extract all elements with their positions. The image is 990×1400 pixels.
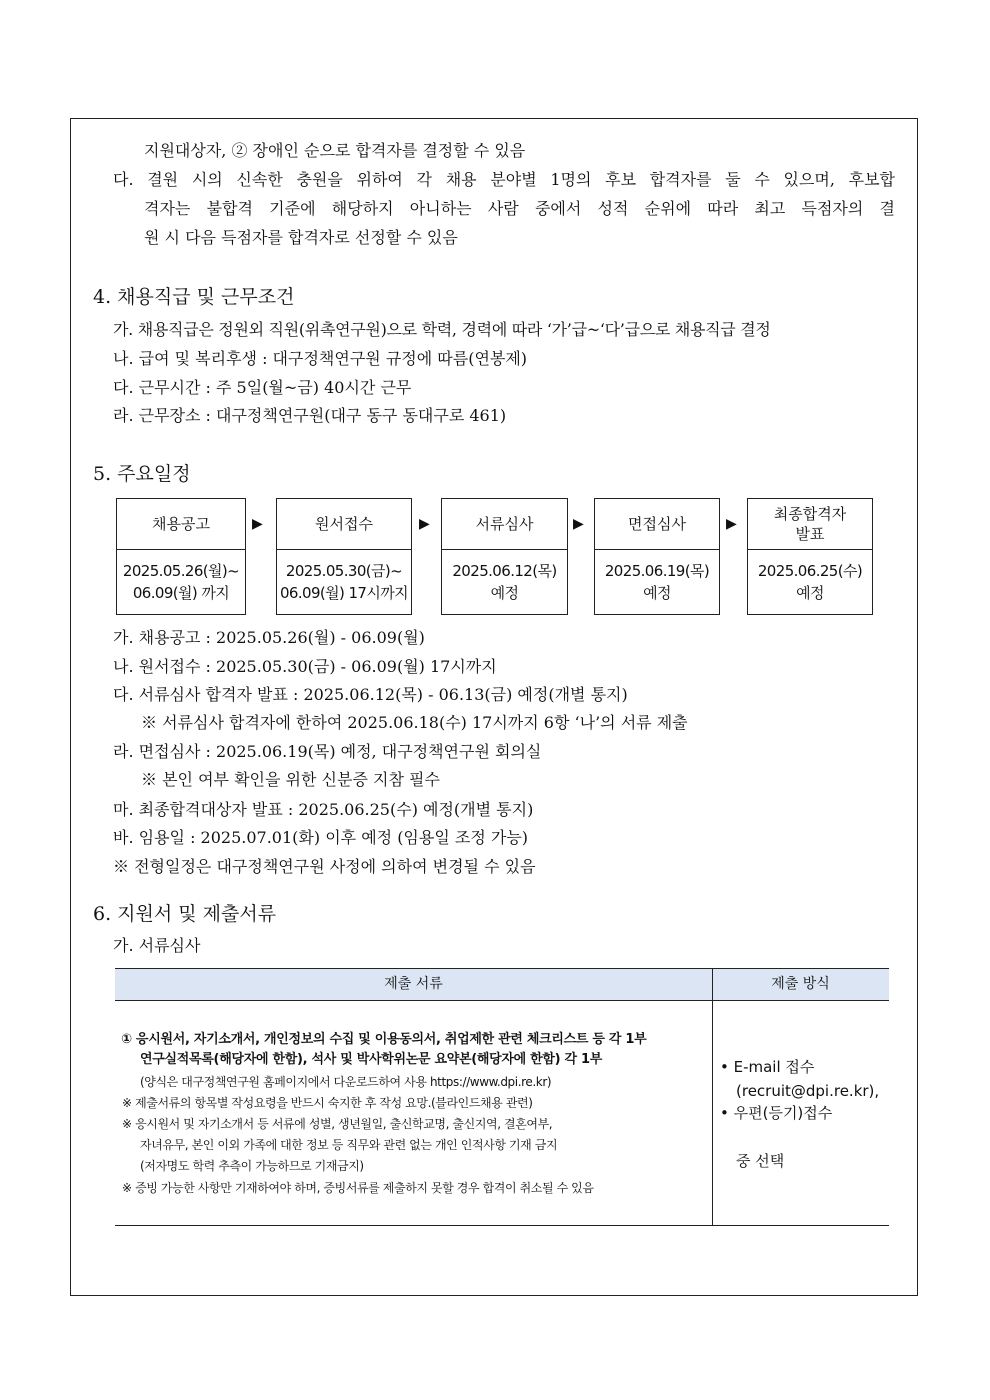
section5-note: ※ 서류심사 합격자에 한하여 2025.06.18(수) 17시까지 6항 ‘나’의 서류 제출 — [141, 713, 688, 732]
section5-item: 마. 최종합격대상자 발표 : 2025.06.25(수) 예정(개별 통지) — [113, 800, 534, 819]
step-name: 원서접수 — [277, 499, 411, 550]
step-name: 채용공고 — [117, 499, 245, 550]
section4-item: 다. 근무시간 : 주 5일(월~금) 40시간 근무 — [113, 378, 412, 397]
schedule-step-interview — [594, 498, 720, 615]
intro-da-line1: 다. 결원 시의 신속한 충원을 위하여 각 채용 분야별 1명의 후보 합격자를 둘 수 있으며, 후보합 — [113, 170, 895, 189]
table-header-method: 제출 방식 — [771, 976, 830, 992]
intro-da-line2: 격자는 불합격 기준에 해당하지 아니하는 사람 중에서 성적 순위에 따라 최고 득점자의 결 — [144, 199, 895, 218]
section5-title: 5. 주요일정 — [93, 463, 191, 485]
step-date: 2025.06.19(목) 예정 — [604, 561, 710, 602]
section5-item: 라. 면접심사 : 2025.06.19(목) 예정, 대구정책연구원 회의실 — [113, 742, 542, 761]
table-header-documents: 제출 서류 — [384, 976, 443, 992]
arrow-icon: ▶ — [252, 516, 263, 532]
section4-title: 4. 채용직급 및 근무조건 — [93, 286, 295, 308]
step-date: 2025.05.30(금)~ 06.09(월) 17시까지 — [279, 561, 409, 602]
section5-item: 가. 채용공고 : 2025.05.26(월) - 06.09(월) — [113, 628, 425, 647]
docs-note-guideline: ※ 제출서류의 항목별 작성요령을 반드시 숙지한 후 작성 요망.(블라인드채용 관련) — [122, 1096, 533, 1110]
section4-item: 가. 채용직급은 정원외 직원(위촉연구원)으로 학력, 경력에 따라 ‘가’급~‘다’급으로 채용직급 결정 — [113, 320, 771, 339]
arrow-icon: ▶ — [726, 516, 737, 532]
method-choose: 중 선택 — [736, 1152, 785, 1170]
intro-line: 지원대상자, ② 장애인 순으로 합격자를 결정할 수 있음 — [144, 141, 526, 160]
section5-item: 바. 임용일 : 2025.07.01(화) 이후 예정 (임용일 조정 가능) — [113, 828, 529, 847]
table-top-border — [115, 968, 889, 969]
intro-da-line3: 원 시 다음 득점자를 합격자로 선정할 수 있음 — [144, 228, 458, 247]
section4-item: 나. 급여 및 복리후생 : 대구정책연구원 규정에 따름(연봉제) — [113, 349, 528, 368]
method-email-address: (recruit@dpi.re.kr), — [736, 1082, 880, 1100]
section5-item: 다. 서류심사 합격자 발표 : 2025.06.12(목) - 06.13(금) 예정(개별 통지) — [113, 685, 628, 704]
docs-note-author: (저자명도 학력 추측이 가능하므로 기재금지) — [140, 1159, 364, 1173]
docs-required-line1: ① 응시원서, 자기소개서, 개인정보의 수집 및 이용동의서, 취업제한 관련 체크리스트 등 각 1부 — [121, 1032, 647, 1047]
section5-item: 나. 원서접수 : 2025.05.30(금) - 06.09(월) 17시까지 — [113, 657, 497, 676]
step-name: 서류심사 — [442, 499, 567, 550]
schedule-step-final-announcement — [747, 498, 873, 615]
arrow-icon: ▶ — [419, 516, 430, 532]
schedule-step-application — [276, 498, 412, 615]
section5-note: ※ 본인 여부 확인을 위한 신분증 지참 필수 — [141, 770, 440, 789]
table-header-border — [115, 1000, 889, 1001]
method-post: • 우편(등기)접수 — [720, 1104, 833, 1122]
step-name: 최종합격자 발표 — [748, 499, 872, 550]
step-name: 면접심사 — [595, 499, 719, 550]
table-column-divider — [712, 968, 713, 1225]
step-date: 2025.06.25(수) 예정 — [757, 561, 863, 602]
docs-note-blind-line2: 자녀유무, 본인 이외 가족에 대한 정보 등 직무와 관련 없는 개인 인적사항 기재 금지 — [140, 1138, 558, 1152]
schedule-step-posting — [116, 498, 246, 615]
step-date: 2025.06.12(목) 예정 — [452, 561, 557, 602]
step-date: 2025.05.26(월)~ 06.09(월) 까지 — [122, 561, 240, 602]
docs-note-form-download: (양식은 대구정책연구원 홈페이지에서 다운로드하여 사용 https://www.dpi.re.kr) — [140, 1075, 552, 1089]
section5-note: ※ 전형일정은 대구정책연구원 사정에 의하여 변경될 수 있음 — [113, 857, 536, 876]
section4-item: 라. 근무장소 : 대구정책연구원(대구 동구 동대구로 461) — [113, 406, 507, 425]
docs-note-evidence: ※ 증빙 가능한 사항만 기재하여야 하며, 증빙서류를 제출하지 못할 경우 합격이 취소될 수 있음 — [122, 1181, 594, 1195]
docs-required-line2: 연구실적목록(해당자에 한함), 석사 및 박사학위논문 요약본(해당자에 한함) 각 1부 — [140, 1052, 603, 1067]
docs-note-blind-line1: ※ 응시원서 및 자기소개서 등 서류에 성별, 생년월일, 출신학교명, 출신지역, 결혼여부, — [122, 1117, 553, 1131]
method-email: • E-mail 접수 — [720, 1058, 815, 1076]
table-bottom-border — [115, 1225, 889, 1226]
arrow-icon: ▶ — [573, 516, 584, 532]
section6-title: 6. 지원서 및 제출서류 — [93, 903, 277, 925]
section6-subtitle: 가. 서류심사 — [113, 936, 201, 955]
schedule-step-document-review — [441, 498, 568, 615]
